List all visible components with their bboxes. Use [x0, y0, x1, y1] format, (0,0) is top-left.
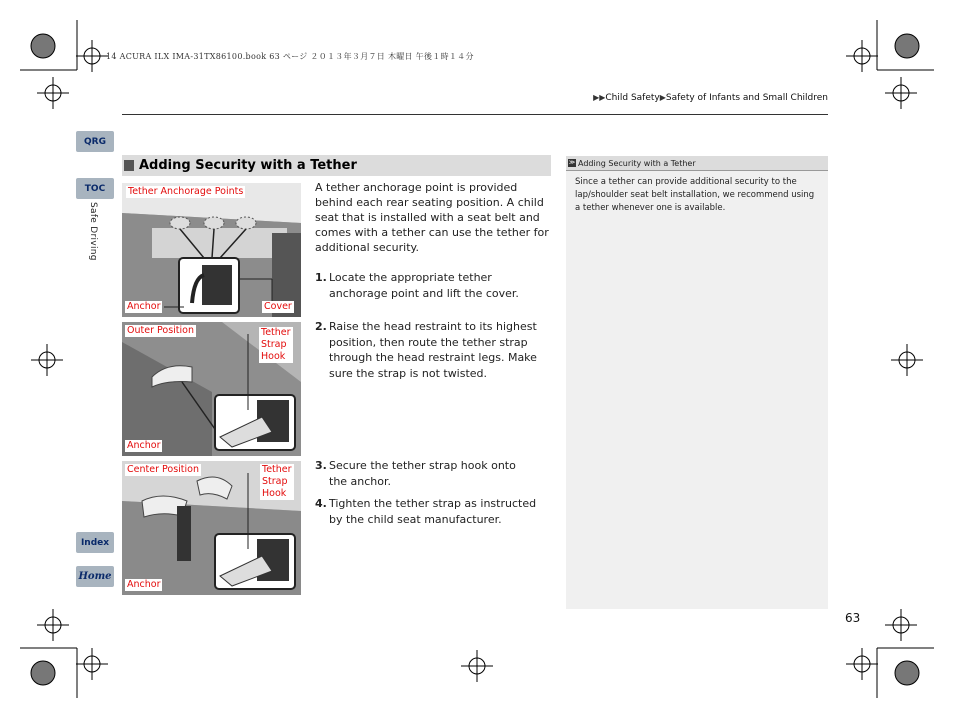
home-button[interactable]: Home — [76, 566, 114, 587]
figure-1-cover-label: Cover — [264, 301, 292, 312]
step-4-number: 4. — [315, 497, 327, 510]
step-4-text: Tighten the tether strap as instructed by the child seat manufacturer. — [329, 497, 537, 526]
figure-3-anchor-label: Anchor — [127, 579, 161, 590]
breadcrumb-current: Safety of Infants and Small Children — [665, 93, 828, 103]
figure-1-title: Tether Anchorage Points — [128, 186, 244, 197]
step-4 — [315, 496, 551, 527]
breadcrumb-arrows: ▶▶ — [593, 93, 606, 102]
breadcrumb-separator: ▶ — [659, 93, 666, 102]
section-title: Adding Security with a Tether — [139, 158, 357, 173]
breadcrumb — [593, 93, 828, 103]
qrg-button[interactable]: QRG — [76, 131, 114, 152]
figure-tether-anchorage-points — [122, 183, 301, 317]
figure-2-title: Outer Position — [127, 325, 194, 336]
index-button[interactable]: Index — [76, 532, 114, 553]
sidebar-heading-text: Adding Security with a Tether — [578, 158, 696, 168]
section-heading — [122, 155, 551, 176]
sidebar-note-panel — [566, 156, 828, 609]
figure-center-position — [122, 461, 301, 595]
step-2-text: Raise the head restraint to its highest position, then route the tether strap through the head restraint legs. Make sure the strap is not twisted. — [329, 320, 537, 380]
breadcrumb-parent-link[interactable]: Child Safety — [605, 93, 660, 103]
step-1 — [315, 270, 551, 301]
intro-paragraph: A tether anchorage point is provided behind each rear seating position. A child seat that is installed with a seat belt and comes with a tether can use the tether for additional security. — [315, 181, 549, 254]
section-square-icon — [124, 160, 134, 171]
header-rule — [122, 114, 828, 115]
double-arrow-icon: ≫ — [568, 159, 576, 166]
step-1-text: Locate the appropriate tether anchorage point and lift the cover. — [329, 271, 519, 300]
step-3-number: 3. — [315, 459, 327, 472]
step-2-number: 2. — [315, 320, 327, 333]
sidebar-heading[interactable] — [566, 156, 828, 171]
step-3 — [315, 458, 551, 489]
figure-3-hook-label: Tether Strap Hook — [262, 464, 292, 499]
page-number: 63 — [845, 611, 861, 625]
figure-outer-position — [122, 322, 301, 456]
toc-button[interactable]: TOC — [76, 178, 114, 199]
step-1-number: 1. — [315, 271, 327, 284]
figure-1-anchor-label: Anchor — [127, 301, 161, 312]
step-3-text: Secure the tether strap hook onto the anchor. — [329, 459, 516, 488]
print-header: 14 ACURA ILX IMA-31TX86100.book 63 ページ ２０１３年３月７日 木曜日 午後１時１４分 — [106, 52, 474, 61]
figure-2-hook-label: Tether Strap Hook — [261, 327, 291, 362]
step-2 — [315, 319, 551, 381]
figure-3-title: Center Position — [127, 464, 199, 475]
figure-2-anchor-label: Anchor — [127, 440, 161, 451]
chapter-side-label: Safe Driving — [88, 202, 98, 261]
sidebar-note-text: Since a tether can provide additional security to the lap/shoulder seat belt installation, we recommend using a tether whenever one is available. — [575, 177, 815, 213]
figure-1-illustration — [122, 183, 301, 317]
